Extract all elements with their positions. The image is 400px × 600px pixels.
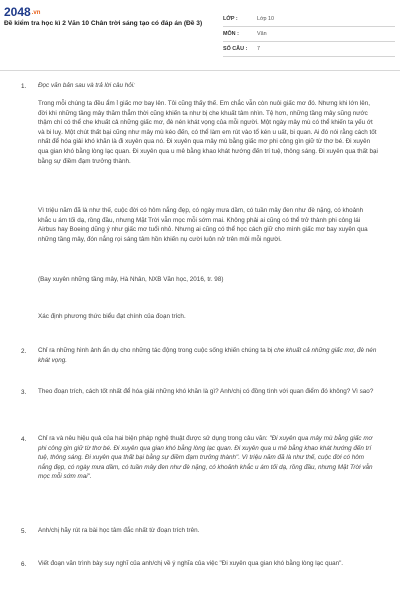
question-text: Viết đoạn văn trình bày suy nghĩ của anh/chị về ý nghĩa của việc "Đi xuyên qua gian khó bằng lòng lạc quan".	[38, 560, 344, 567]
question-number: 4.	[21, 436, 27, 443]
page-title: Đề kiểm tra học kì 2 Văn 10 Chân trời sáng tạo có đáp án (Đề 3)	[4, 20, 203, 27]
passage-paragraph-2: Vì triệu năm đã là như thế, cuộc đời có hôm nắng đẹp, có ngày mưa dầm, có tuần mây đen như đè nặng, có khoảnh khắc u ám tối dạ, rồng đầu, nhưng Mặt Trời vẫn mọc mỗi sớm mai. Không phải ai cũng có thể trở thành phi công lái Airbus hay Boeing dũng ý như giấc mơ tuổi nhỏ. Nhưng ai cũng có thể học cách giữ cho mình giấc mơ bay xuyên qua những tầng mây, đón nắng rọi sáng tâm hồn khiến nụ cười luôn nở trên môi mỗi người.	[38, 207, 368, 243]
question-text: Xác định phương thức biểu đạt chính của đoạn trích.	[38, 313, 186, 320]
meta-row-subject	[223, 27, 395, 42]
question-text-plain: Chỉ ra những hình ảnh ẩn dụ cho những tác động trong cuộc sống khiến chúng ta bị	[38, 347, 274, 354]
meta-table	[223, 12, 395, 57]
meta-key: SỐ CÂU :	[223, 46, 248, 52]
question-text-italic: "Đi xuyên qua mây mù bằng giấc mơ phi công gìn giữ từ thơ bé. Đi xuyên qua gian khó bằng lòng lạc quan. Đi xuyên qua u mê bằng khao khát hướng đến trí tuệ, thông sáng. Đi xuyên qua thất bại bằng sự điềm đạm trưởng thành". Vì triệu năm đã là như thế, cuộc đời có hôm nắng đẹp, có ngày mưa dầm, có tuần mây đen như đè nặng, có khoảnh khắc u ám tối dạ, rồng đầu, nhưng Mặt Trời vẫn mọc mỗi sớm mai".	[38, 435, 373, 481]
question-text	[38, 346, 378, 365]
logo-main: 2048	[4, 5, 31, 19]
meta-row-count	[223, 42, 395, 57]
question-text: Theo đoạn trích, cách tốt nhất để hóa giải những khó khăn là gì? Anh/chị có đồng tình với quan điểm đó không? Vì sao?	[38, 388, 374, 395]
meta-key: LỚP :	[223, 16, 238, 22]
logo-suffix: .vn	[31, 9, 41, 16]
question-text-italic: che khuất cả những giấc mơ, đè nén khát vọng.	[38, 347, 377, 364]
question-number: 6.	[21, 561, 27, 568]
passage-source: (Bay xuyên những tầng mây, Hà Nhân, NXB Văn học, 2016, tr. 98)	[38, 276, 224, 283]
question-text-plain: Chỉ ra và nêu hiệu quả của hai biện pháp nghệ thuật được sử dụng trong câu văn:	[38, 435, 270, 442]
meta-value: Lớp 10	[257, 16, 275, 22]
question-number: 3.	[21, 389, 27, 396]
meta-key: MÔN :	[223, 31, 239, 37]
site-logo[interactable]	[4, 5, 40, 19]
question-number: 2.	[21, 348, 27, 355]
question-number: 5.	[21, 528, 27, 535]
question-text	[38, 434, 378, 482]
header	[0, 0, 400, 66]
meta-value: 7	[257, 46, 260, 52]
passage-paragraph-1: Trong mỗi chúng ta đều ẩm ỉ giấc mơ bay lên. Tôi cũng thấy thế. Em chắc vẫn còn nuôi giấc mơ đó. Nhưng khi lớn lên, đời khi những tầng mây thăm thẳm thời cũng khiến ta như bị che khuất tâm nhìn. Tệ hơn, những tầng mây sũng nước thậm chí có thể che khuất cả những giấc mơ, đè nén khát vọng của mỗi người. Một ngày mây mù có thể khiến ta yếu ớt và bi luỵ. Một chút thất bại cũng như mây mù kéo đến, có thể làm em rút vào tổ kén u uất, bi quan. Ai đó nói rằng cách tốt nhất để hóa giải khó khăn là đi xuyên qua nó. Đi xuyên qua mây mù bằng giấc mơ phi công gìn giữ từ thơ bé. Đi xuyên qua gian khó bằng lòng lạc quan. Đi xuyên qua u mê bằng khao khát hướng đến trí tuệ, thông sáng. Đi xuyên qua thất bại bằng sự điềm đạm trưởng thành.	[38, 100, 378, 165]
header-divider	[0, 70, 400, 71]
meta-row-class	[223, 12, 395, 27]
question-instruction: Đọc văn bản sau và trả lời câu hỏi:	[38, 82, 135, 89]
question-text: Anh/chị hãy rút ra bài học tâm đắc nhất từ đoạn trích trên.	[38, 527, 200, 534]
meta-value: Văn	[257, 31, 267, 37]
question-number: 1.	[21, 83, 27, 90]
